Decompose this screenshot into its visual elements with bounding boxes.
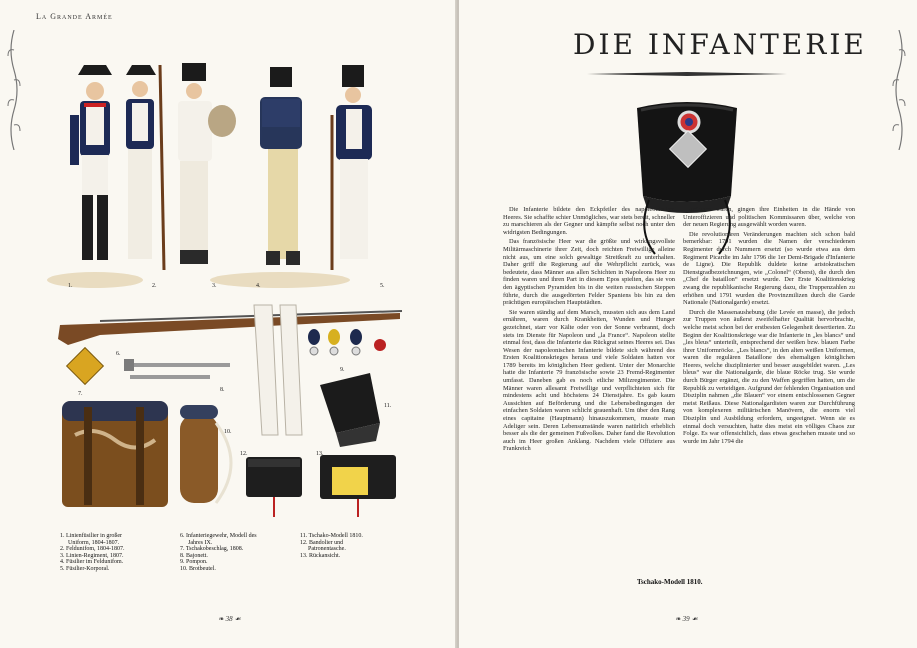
plate-number-8: 8. — [220, 387, 225, 393]
shako-illustration — [320, 373, 380, 447]
plate-number-3: 3. — [212, 283, 217, 289]
plate-number-9: 9. — [340, 367, 345, 373]
bayonet-illustration — [124, 359, 230, 379]
plate-number-7: 7. — [78, 391, 83, 397]
plate-number-1: 1. — [68, 283, 73, 289]
running-head: La Grande Armée — [36, 12, 113, 21]
plate-number-4: 4. — [256, 283, 261, 289]
plate-number-11: 11. — [384, 403, 392, 409]
vine-ornament-icon — [6, 30, 22, 150]
figure-caption: Tschako-Modell 1810. — [637, 578, 703, 586]
text-column-right: geflohen waren, gingen ihre Einheiten in die Hände von Unteroffizieren und politischen Kommissaren über, welche von der neuen Regierung ausgewählt worden waren. Die revolutionären Veränderungen machten sich schon bald bemerkbar: 1791 wurden die Namen der verschiedenen Regimenter durch Nummern ersetzt (so wurde etwa aus dem Regiment Picardie im Jahr 1796 die 1er Demi-Brigade d'Infanterie de Ligne). Die Republik duldete keine aristokratischen Dienstgradbezeichnungen, wie „Colonel“ (Oberst), die durch den „Chef de bataillon“ ersetzt wurde. Der Erste Koalitionskrieg zwang die republikanische Regierung dazu, die Truppenzahlen zu erhöhen und 1791 wurden die Provinzmilizen durch die Garde Nationale (Nationalgarde) ersetzt. Durch die Massenaushebung (die Levée en masse), die jedoch zur Truppen von äußerst zweifelhafter Qualität hervorbrachte, welche meist schon bei der erstbesten Gelegenheit desertierten. Zu Beginn der Koalitionskriege war die Infanterie in „les blancs“ und „les bleus“ unterteilt, entsprechend der weißen bzw. blauen Farbe ihrer Uniformröcke. „Les blancs“, in den alten weißen Uniformen, waren die regulären Bataillone des ehemaligen königlichen Heeres, welche disziplinierter und besser ausgebildet waren. „Les bleus“ war die Nationalgarde, die blaue Röcke trug. Sie wurde durch Bürger ergänzt, die zu den Waffen gegriffen hatten, um die Republik zu verteidigen. Aufgrund der fehlenden Organisation und Disziplin nahmen „die Blauen“ vor einem entschlossenen Gegner meist Reißaus. Diese Nationalgardisten waren zur Durchführung von komplexeren militärischen Manövern, die enorm viel Disziplin und Ausbildung erfordern, ungeeignet. Wenn sie es einmal doch versuchten, hatte dies meist ein völliges Chaos zur Folge. Es war offensichtlich, dass etwas geschehen musste und so wurde im Jahr 1794 die — [683, 206, 855, 445]
soldier-figure-5 — [332, 65, 372, 270]
shako-plate-illustration — [67, 348, 104, 385]
caption-column-1: 1. Linienfüsilier in großer Uniform, 1804-1807. 2. Feldunifom, 1804-1807. 3. Linien-Regiment, 1807. 4. Füsilier im Feldunifom. 5. Füsilier-Korporal. — [60, 533, 125, 572]
cartridge-box-back-illustration — [320, 455, 396, 517]
bread-bag-illustration — [180, 405, 231, 503]
soldier-figure-3 — [178, 63, 236, 264]
plate-number-6: 6. — [116, 351, 121, 357]
left-page — [0, 0, 457, 648]
plate-number-2: 2. — [152, 283, 157, 289]
knapsack-illustration — [62, 401, 168, 507]
title-divider — [587, 72, 787, 76]
page-title: DIE INFANTERIE — [573, 28, 867, 61]
plate-number-5: 5. — [380, 283, 385, 289]
plate-number-12: 12. — [240, 451, 248, 457]
cartridge-box-illustration — [246, 457, 302, 517]
soldier-figure-1 — [70, 65, 112, 260]
plate-number-10: 10. — [224, 429, 232, 435]
pompons-illustration — [308, 329, 386, 355]
caption-column-3: 11. Tschako-Modell 1810. 12. Bandolier und Patronentasche. 13. Rückansicht. — [300, 533, 363, 559]
text-column-left: Die Infanterie bildete den Eckpfeiler des napoleonischen Heeres. Sie schaffte schier Unmögliches, war stets bereit, schneller zu marschieren als der Gegner und kämpfte selbst noch unter den widrigsten Bedingungen. Das französische Heer war die größte und wirkungsvollste Militärmaschinerie ihrer Zeit, doch reichten Freiwillige alleine nicht aus, um eine solch gewaltige Streitkraft zu unterhalten. Daher griff die Regierung auf die Wehrpflicht zurück, was bedeutete, dass Männer aus allen Schichten in Napoleons Heer zu finden waren und ihren Part in diesem Epos spielten, das sie von den ägyptischen Pyramiden bis in die weiten russischen Steppen führte, durch die ausgedörrten Felder Spaniens bis hin zu den prächtigen europäischen Hauptstädten. Sie waren ständig auf dem Marsch, mussten sich aus dem Land ernähren, waren durch Krankheiten, Wunden und Hunger gezeichnet, starr vor Kälte oder von der Sonne verbrannt, doch stets im Dienste für Napoleon und „la France“. Napoleon stellte einmal fest, dass die Infanterie das Rückgrat seines Heeres sei. Das Wesen der napoleonischen Infanterie bildete sich während des Ersten Koalitionskrieges heraus und viele Soldaten hatten vor 1789 bereits im königlichen Heer gedient. Unter der Monarchie hatte die Infanterie 79 französische sowie 23 Fremd-Regimenter umfasst. Daneben gab es noch etliche Milizregimenter. Die Männer waren allesamt Freiwillige und verpflichteten sich für mindestens acht und höchstens 24 Dienstjahre. Es gab kaum Aussichten auf Beförderung und die Lebensbedingungen der einfachen Soldaten waren schlicht grauenhaft. Um über den Rang eines capitaine (Hauptmann) hinauszukommen, musste man Adeliger sein. Deren Lebensumstände waren natürlich erheblich besser als die der gemeinen Fußvolkes. Daher fand die Revolution auch im Heer großen Anklang. Nachdem viele Offiziere aus Frankreich — [503, 206, 675, 453]
uniform-plate — [40, 55, 430, 525]
musket-illustration — [58, 311, 402, 345]
vine-ornament-icon — [891, 30, 907, 150]
page-number-right: ❧ 39 ☙ — [675, 615, 698, 623]
page-number-left: ❧ 38 ☙ — [218, 615, 241, 623]
soldier-figure-4 — [260, 67, 302, 265]
caption-column-2: 6. Infanteriegewehr, Modell des Jahres IX. 7. Tschakobeschlag, 1808. 8. Bajonett. 9. Pompon. 10. Brotbeutel. — [180, 533, 257, 572]
right-page — [459, 0, 917, 648]
soldier-figure-2 — [126, 65, 164, 270]
plate-number-13: 13. — [316, 451, 324, 457]
